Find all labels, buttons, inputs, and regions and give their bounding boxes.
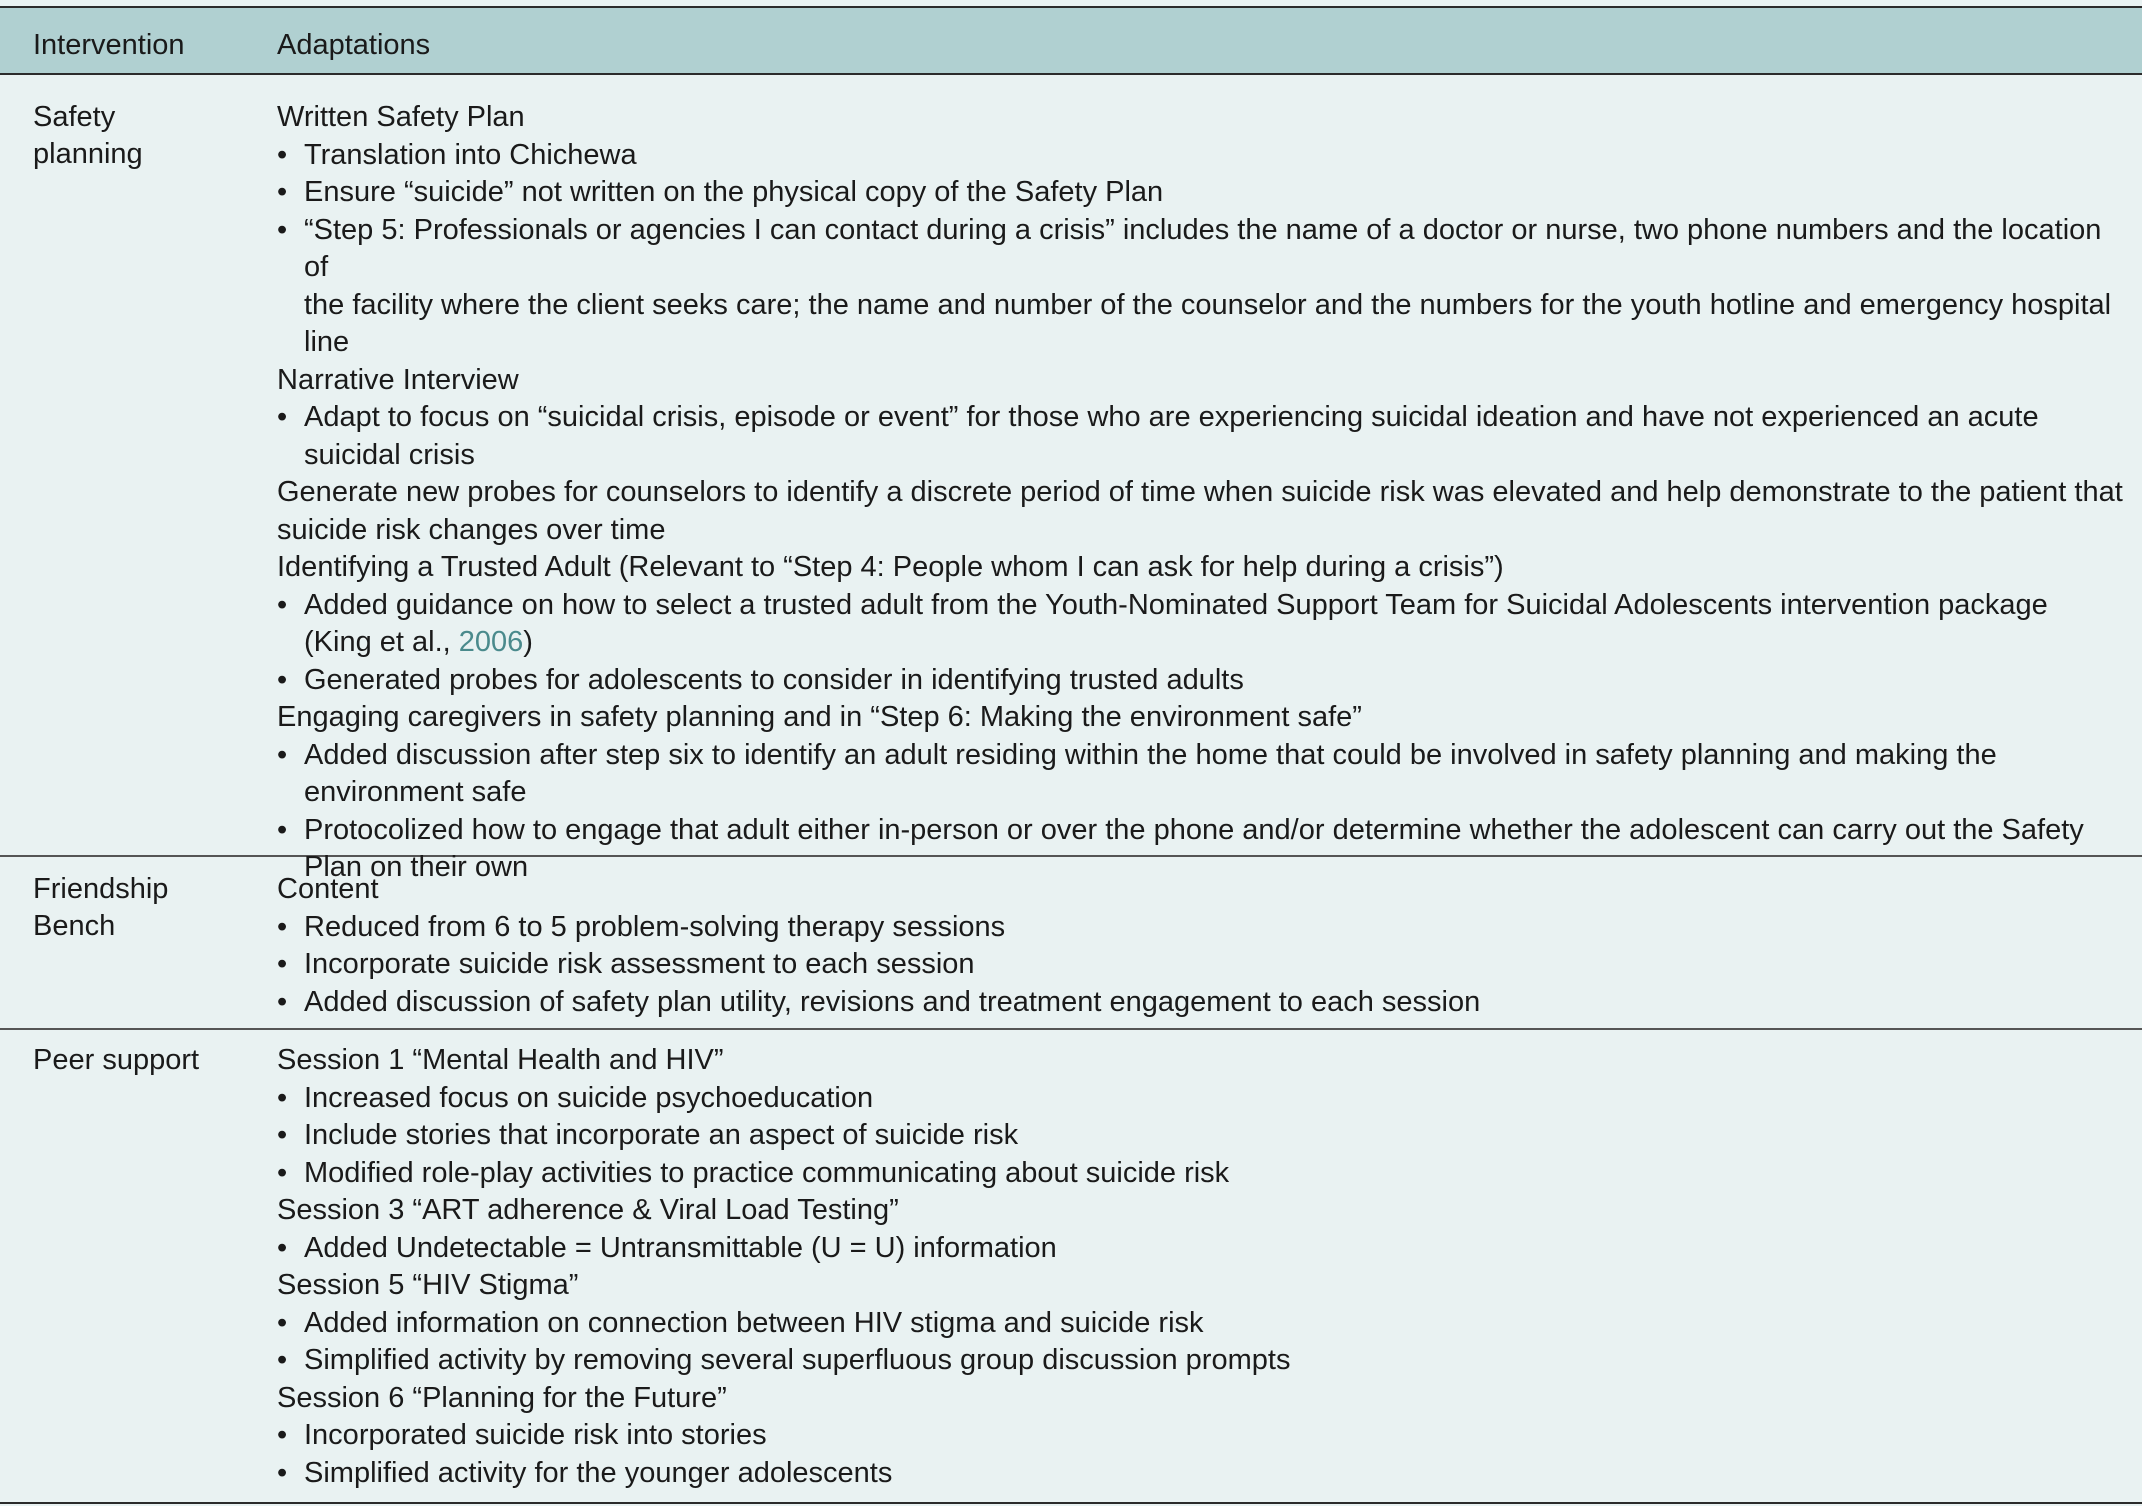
bullet-dot: • [277,663,288,696]
table-row [0,857,2142,1030]
intervention-line: Bench [33,910,116,942]
bullet-item: • Incorporate suicide risk assessment to each session [277,946,2122,984]
bullet-item: • Increased focus on suicide psychoeducation [277,1080,2122,1118]
bullet-item: • Added discussion after step six to identify an adult residing within the home that could be involved in safety planning and making the environment safe [277,738,1997,808]
subheading: Session 5 “HIV Stigma” [277,1269,579,1301]
bullet-dot: • [277,1344,288,1376]
bullet-dot: • [277,1081,288,1114]
bullet-dot: • [277,1456,288,1489]
bullet-dot: • [277,401,288,433]
header-adaptations: Adaptations [277,29,431,61]
subheading: Session 3 “ART adherence & Viral Load Testing” [277,1194,899,1226]
bullet-item: • Simplified activity by removing several superfluous group discussion prompts [277,1342,2122,1380]
bullet-dot: • [277,1231,288,1264]
intervention-cell [33,871,168,945]
intervention-line: Peer support [33,1044,200,1076]
bullet-item: • Protocolized how to engage that adult either in-person or over the phone and/or determine whether the adolescent can carry out the Safety Plan on their own [277,813,2084,883]
table-row [0,75,2142,883]
subheading: Session 6 “Planning for the Future” [277,1381,727,1414]
bullet-item: • Adapt to focus on “suicidal crisis, episode or event” for those who are experiencing suicidal ideation and have not experienced an acute suicidal crisis [277,401,2039,471]
bullet-item: • Added information on connection between HIV stigma and suicide risk [277,1305,2122,1343]
subheading: Engaging caregivers in safety planning and in “Step 6: Making the environment safe” [277,701,1362,733]
bullet-dot: • [277,1119,288,1151]
bullet-item: • Include stories that incorporate an aspect of suicide risk [277,1117,2122,1155]
intervention-line: Safety [33,101,116,133]
bullet-dot: • [277,213,288,246]
bullet-item: • Simplified activity for the younger adolescents [277,1455,2122,1493]
intervention-cell [33,1042,199,1079]
bullet-item: • Ensure “suicide” not written on the physical copy of the Safety Plan [277,174,2122,212]
citation-link[interactable]: 2006 [458,626,524,658]
bullet-dot: • [277,813,288,846]
table-row [0,1030,2142,1504]
intervention-line: planning [33,138,143,170]
bullet-item: • Added discussion of safety plan utility, revisions and treatment engagement to each session [277,984,2122,1022]
adaptations-cell [277,1042,2122,1492]
bullet-dot: • [277,1156,288,1189]
bullet-item: • Generated probes for adolescents to consider in identifying trusted adults [277,662,2122,700]
bullet-dot: • [277,588,288,621]
bullet-item: • “Step 5: Professionals or agencies I can contact during a crisis” includes the name of a doctor or nurse, two phone numbers and the location of the facility where the client seeks care; the name and number of the counselor and the numbers for the youth hotline and emergency hospital line [277,213,2112,358]
bullet-dot: • [277,910,288,943]
bullet-dot: • [277,738,288,771]
subheading: Written Safety Plan [277,101,525,133]
intervention-cell [33,99,143,173]
bullet-item: • Translation into Chichewa [277,137,2122,175]
header-intervention: Intervention [33,29,185,61]
bullet-item: • Added guidance on how to select a trusted adult from the Youth-Nominated Support Team for Suicidal Adolescents intervention package (King et al., 2006) [277,588,2048,658]
bullet-dot: • [277,138,288,171]
bullet-item: • Added Undetectable = Untransmittable (U = U) information [277,1230,2122,1268]
bullet-dot: • [277,1419,288,1451]
subheading: Session 1 “Mental Health and HIV” [277,1044,724,1076]
adaptations-cell [277,871,2122,1021]
subheading: Generate new probes for counselors to identify a discrete period of time when suicide risk was elevated and help demonstrate to the patient that suicide risk changes over time [277,476,2123,546]
subheading: Narrative Interview [277,363,519,396]
bullet-item: • Modified role-play activities to practice communicating about suicide risk [277,1155,2122,1193]
bullet-item: • Reduced from 6 to 5 problem-solving therapy sessions [277,909,2122,947]
bullet-dot: • [277,176,288,208]
table-header [0,6,2142,75]
bullet-dot: • [277,985,288,1018]
intervention-line: Friendship [33,873,169,905]
adaptations-cell [277,99,2122,887]
bullet-dot: • [277,1306,288,1339]
subheading: Identifying a Trusted Adult (Relevant to “Step 4: People whom I can ask for help during a crisis”) [277,551,1504,583]
bullet-dot: • [277,948,288,980]
subheading: Content [277,873,379,905]
bullet-item: • Incorporated suicide risk into stories [277,1417,2122,1455]
